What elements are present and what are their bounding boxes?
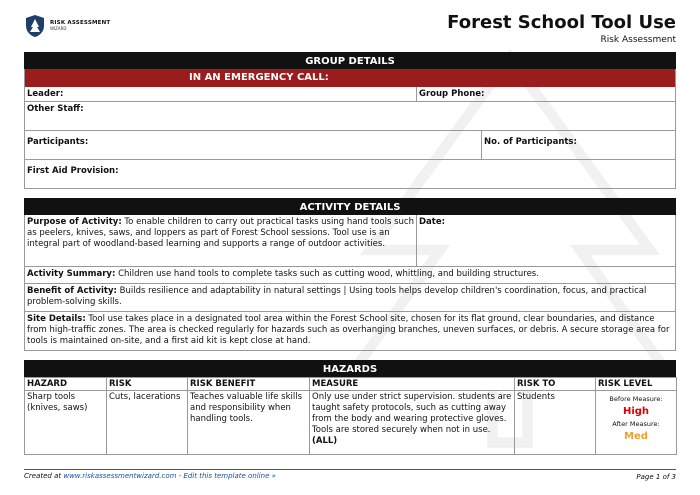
footer-edit-link[interactable]: - Edit this template online » bbox=[176, 472, 276, 480]
form-content bbox=[24, 52, 676, 455]
risk-cell[interactable]: Cuts, lacerations bbox=[107, 391, 188, 455]
logo-text-line1: RISK ASSESSMENT bbox=[50, 19, 111, 26]
purpose-text: To enable children to carry out practical tasks using hand tools such as peelers, knives, saws, and loppers as part of Forest School sessions. Tool use is an integral part of woodland-based learning and supports a range of outdoor activities. bbox=[27, 217, 414, 249]
after-measure-label: After Measure: bbox=[612, 420, 660, 428]
hazards-header-row bbox=[25, 378, 677, 391]
col-risk-benefit: RISK BENEFIT bbox=[188, 378, 310, 391]
emergency-call-bar: IN AN EMERGENCY CALL: bbox=[24, 69, 676, 87]
benefit-label: Benefit of Activity: bbox=[27, 286, 117, 296]
hazards-heading: HAZARDS bbox=[24, 360, 676, 377]
other-staff-row bbox=[24, 102, 676, 131]
summary-text: Children use hand tools to complete tasks such as cutting wood, whittling, and building structures. bbox=[115, 269, 539, 279]
date-field[interactable]: Date: bbox=[419, 217, 446, 227]
measure-cell[interactable] bbox=[310, 391, 515, 455]
brand-logo bbox=[24, 14, 110, 38]
shield-logo-icon bbox=[24, 14, 46, 38]
page-footer bbox=[24, 469, 676, 480]
risk-to-cell[interactable]: Students bbox=[515, 391, 596, 455]
after-measure-value: Med bbox=[624, 431, 648, 442]
purpose-row bbox=[24, 215, 676, 267]
col-risk-level: RISK LEVEL bbox=[596, 378, 677, 391]
participants-row bbox=[24, 131, 676, 160]
summary-label: Activity Summary: bbox=[27, 269, 116, 279]
risk-benefit-cell[interactable]: Teaches valuable life skills and responsibility when handling tools. bbox=[188, 391, 310, 455]
hazards-table bbox=[24, 377, 677, 455]
purpose-label: Purpose of Activity: bbox=[27, 217, 122, 227]
measure-tag: (ALL) bbox=[312, 436, 338, 446]
group-details-heading: GROUP DETAILS bbox=[24, 52, 676, 69]
col-risk-to: RISK TO bbox=[515, 378, 596, 391]
other-staff-field[interactable]: Other Staff: bbox=[27, 104, 84, 114]
summary-field[interactable] bbox=[25, 267, 675, 283]
col-hazard: HAZARD bbox=[25, 378, 107, 391]
logo-text-line2: WIZARD bbox=[50, 26, 67, 32]
document-title: Forest School Tool Use bbox=[447, 12, 676, 33]
document-header bbox=[24, 12, 676, 50]
site-field[interactable] bbox=[25, 312, 675, 350]
first-aid-row bbox=[24, 160, 676, 189]
leader-field[interactable]: Leader: bbox=[25, 87, 417, 101]
site-label: Site Details: bbox=[27, 314, 86, 324]
footer-website-link[interactable]: www.riskassessmentwizard.com bbox=[63, 472, 177, 480]
document-subtitle: Risk Assessment bbox=[600, 35, 676, 45]
benefit-text: Builds resilience and adaptability in natural settings | Using tools helps develop children's coordination, focus, and practical problem-solving skills. bbox=[27, 286, 647, 307]
before-measure-label: Before Measure: bbox=[609, 395, 663, 403]
site-text: Tool use takes place in a designated tool area within the Forest School site, chosen for its flat ground, clear boundaries, and distance from high-traffic zones. The area is checked regularly for hazards such as overhanging branches, uneven surfaces, or debris. A secure storage area for tools is maintained on-site, and a first aid kit is kept close at hand. bbox=[27, 314, 670, 346]
participants-field[interactable]: Participants: bbox=[25, 131, 482, 159]
table-row bbox=[25, 391, 677, 455]
first-aid-field[interactable]: First Aid Provision: bbox=[27, 166, 119, 176]
measure-text: Only use under strict supervision. students are taught safety protocols, such as cutting away from the body and wearing protective gloves. Tools are stored securely when not in use. bbox=[312, 392, 512, 435]
col-risk: RISK bbox=[107, 378, 188, 391]
purpose-field[interactable] bbox=[25, 215, 417, 266]
group-phone-field[interactable]: Group Phone: bbox=[419, 89, 485, 99]
before-measure-value: High bbox=[622, 406, 650, 417]
no-participants-field[interactable]: No. of Participants: bbox=[484, 137, 577, 147]
benefit-field[interactable] bbox=[25, 284, 675, 311]
footer-created-text: Created at bbox=[24, 472, 64, 480]
col-measure: MEASURE bbox=[310, 378, 515, 391]
leader-row bbox=[24, 87, 676, 102]
site-row bbox=[24, 312, 676, 351]
benefit-row bbox=[24, 284, 676, 312]
page-number: Page 1 of 3 bbox=[636, 473, 676, 481]
risk-level-cell[interactable] bbox=[596, 391, 677, 455]
summary-row bbox=[24, 267, 676, 284]
hazard-cell[interactable]: Sharp tools (knives, saws) bbox=[25, 391, 107, 455]
activity-details-heading: ACTIVITY DETAILS bbox=[24, 198, 676, 215]
